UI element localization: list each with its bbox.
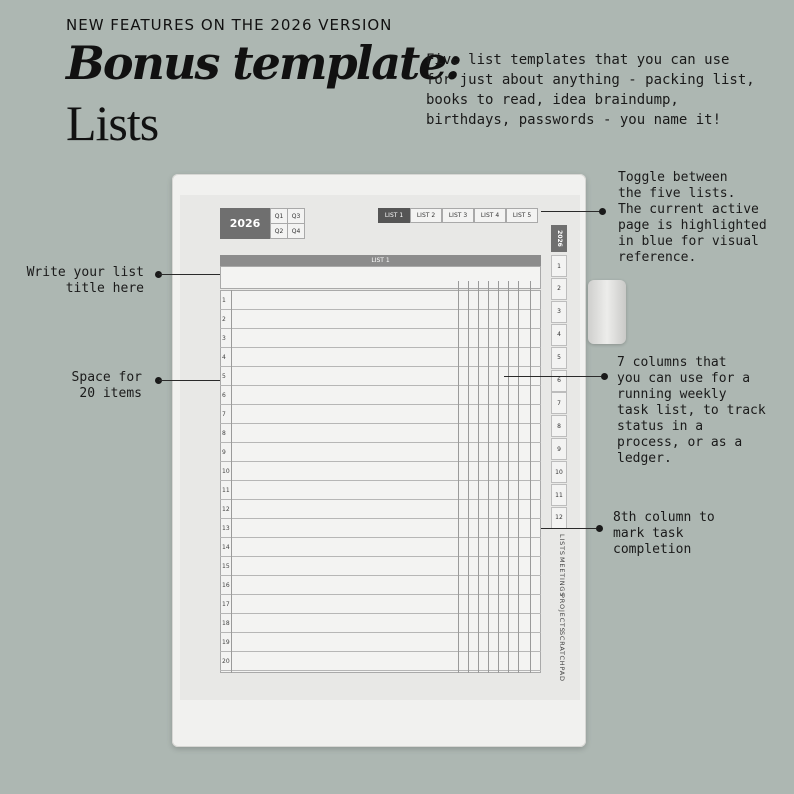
list-row[interactable] [220,405,541,424]
sidebar-month-tab[interactable]: 8 [551,415,567,437]
row-number: 16 [222,582,230,589]
list-header: LIST 1 [220,255,541,266]
intro-text: Five list templates that you can use for just about anything - packing list, books to read, idea braindump, birthdays, passwords - you name it! [426,52,755,128]
stylus-pen [588,280,626,344]
headline-line-1: Bonus template: [66,36,461,90]
row-number: 9 [222,449,226,456]
row-number: 12 [222,506,230,513]
pointer-line [504,376,601,377]
sidebar-month-tab[interactable]: 6 [551,370,567,392]
column-divider [478,281,479,673]
sidebar-section-projects[interactable]: PROJECTS [558,594,566,633]
sidebar-month-tab[interactable]: 7 [551,392,567,414]
list-row[interactable] [220,595,541,614]
row-number: 13 [222,525,230,532]
column-divider [508,281,509,673]
annotation-list-title: Write your list title here [26,265,144,296]
pointer-line [541,528,596,529]
sidebar-month-tab[interactable]: 11 [551,484,567,506]
sidebar-month-tab[interactable]: 2 [551,278,567,300]
row-number: 14 [222,544,230,551]
sidebar-month-tab[interactable]: 3 [551,301,567,323]
annotation-toggle-lists: Toggle between the five lists. The current active page is highlighted in blue for visual reference. [618,170,767,265]
sidebar-year-button[interactable]: 2026 [551,225,567,252]
sidebar-month-tab[interactable]: 9 [551,438,567,460]
tab-list-4[interactable]: LIST 4 [474,208,506,223]
kicker-text: NEW FEATURES ON THE 2026 VERSION [66,16,393,34]
tab-list-2[interactable]: LIST 2 [410,208,442,223]
sidebar-month-tab[interactable]: 12 [551,507,567,529]
column-divider [488,281,489,673]
sidebar-month-tab[interactable]: 4 [551,324,567,346]
headline-line-2: Lists [66,95,159,151]
row-number: 7 [222,411,226,418]
list-row[interactable] [220,633,541,652]
sidebar-section-lists[interactable]: LISTS [558,534,566,556]
tab-list-3[interactable]: LIST 3 [442,208,474,223]
list-row[interactable] [220,500,541,519]
column-divider [231,290,232,673]
row-number: 10 [222,468,230,475]
list-title-field[interactable] [220,266,541,289]
sidebar-section-meetings[interactable]: MEETINGS [558,557,566,598]
list-row[interactable] [220,291,541,310]
pointer-dot [596,525,603,532]
quarter-q3[interactable]: Q3 [287,208,305,224]
list-row[interactable] [220,329,541,348]
sidebar-month-tab[interactable]: 1 [551,255,567,277]
column-divider [458,281,459,673]
column-divider [498,281,499,673]
list-row[interactable] [220,519,541,538]
row-number: 4 [222,354,226,361]
list-row[interactable] [220,538,541,557]
row-number: 6 [222,392,226,399]
pointer-line [541,211,603,212]
list-row[interactable] [220,614,541,633]
column-divider [468,281,469,673]
row-number: 17 [222,601,230,608]
row-number: 11 [222,487,230,494]
row-number: 2 [222,316,226,323]
list-row[interactable] [220,462,541,481]
row-number: 5 [222,373,226,380]
row-number: 8 [222,430,226,437]
pointer-line [159,274,220,275]
tab-list-5[interactable]: LIST 5 [506,208,538,223]
list-row[interactable] [220,386,541,405]
quarter-q4[interactable]: Q4 [287,223,305,239]
column-divider [530,281,531,673]
column-divider [518,281,519,673]
list-row[interactable] [220,424,541,443]
list-row[interactable] [220,443,541,462]
pointer-dot [601,373,608,380]
year-button[interactable]: 2026 [220,208,270,239]
tab-list-1[interactable]: LIST 1 [378,208,410,223]
row-number: 19 [222,639,230,646]
list-row[interactable] [220,576,541,595]
annotation-eighth-column: 8th column to mark task completion [613,510,715,557]
sidebar-month-tab[interactable]: 10 [551,461,567,483]
list-row[interactable] [220,348,541,367]
row-number: 18 [222,620,230,627]
list-row[interactable] [220,481,541,500]
pointer-dot [599,208,606,215]
sidebar-month-tab[interactable]: 5 [551,347,567,369]
annotation-item-space: Space for 20 items [71,370,142,401]
list-row[interactable] [220,367,541,386]
pointer-line [159,380,220,381]
list-row[interactable] [220,652,541,671]
row-number: 15 [222,563,230,570]
row-number: 1 [222,297,226,304]
quarter-q1[interactable]: Q1 [270,208,288,224]
row-number: 3 [222,335,226,342]
list-row[interactable] [220,557,541,576]
sidebar-section-scratchpad[interactable]: SCRATCHPAD [558,631,566,682]
quarter-q2[interactable]: Q2 [270,223,288,239]
list-row[interactable] [220,310,541,329]
row-number: 20 [222,658,230,665]
annotation-seven-columns: 7 columns that you can use for a running weekly task list, to track status in a process, or as a ledger. [617,355,766,466]
